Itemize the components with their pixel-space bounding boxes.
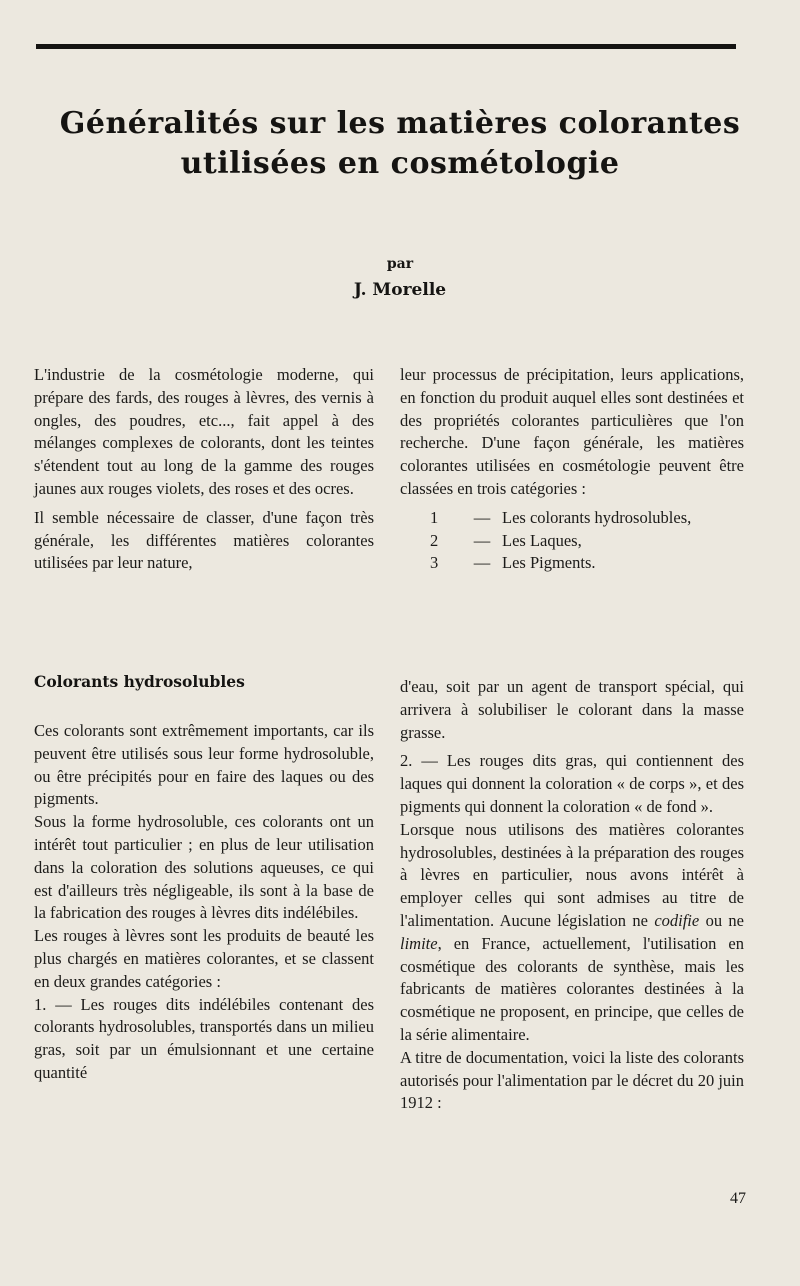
list-item: [400, 552, 744, 575]
emphasis-codifie: codifie: [654, 910, 700, 930]
top-rule: [36, 44, 736, 49]
section-paragraph-7: [400, 819, 744, 1047]
title-line-1: Généralités sur les matières colorantes: [59, 106, 741, 141]
list-item-number: 3: [430, 553, 439, 573]
page-number: 47: [730, 1190, 746, 1207]
paragraph-text: ou ne: [699, 910, 745, 930]
intro-column-left: [34, 364, 374, 575]
list-item-label: Les Pigments.: [502, 553, 596, 573]
section-column-left: [34, 720, 374, 1085]
intro-column-right: [400, 364, 744, 575]
section-column-right: [400, 676, 744, 1115]
section-paragraph-2: Sous la forme hydrosoluble, ces colorants ont un intérêt tout particulier ; en plus de leur utilisation dans la coloration des solutions aqueuses, ce qui est d'ailleurs très négligeable, ils sont à la base de la fabrication des rouges à lèvres dits indélébiles.: [34, 812, 374, 923]
title-line-2: utilisées en cosmétologie: [180, 146, 620, 181]
byline-par: par: [386, 256, 414, 272]
list-item-label: Les Laques,: [502, 530, 582, 550]
section-paragraph-6: 2. — Les rouges dits gras, qui contiennent des laques qui donnent la coloration « de corps », et des pigments qui donnent la coloration « de fond ».: [400, 751, 744, 816]
intro-paragraph-3: leur processus de précipitation, leurs applications, en fonction du produit auquel elles sont destinées et des propriétés colorantes particulières que l'on recherche. D'une façon générale, les matières colorantes utilisées en cosmétologie peuvent être classées en trois catégories :: [400, 365, 744, 498]
section-paragraph-5: d'eau, soit par un agent de transport spécial, qui arrivera à solubiliser le colorant dans la masse grasse.: [400, 677, 744, 742]
list-item-number: 1: [430, 507, 439, 527]
paragraph-text: , en France, actuellement, l'utilisation en cosmétique des colorants de synthèse, mais les fabricants de matières colorantes destinées à la cosmétique ne proposent, en principe, que celles de la série alimentaire.: [400, 933, 744, 1044]
intro-paragraph-1: L'industrie de la cosmétologie moderne, qui prépare des fards, des rouges à lèvres, des vernis à ongles, des poudres, etc..., fait appel à des mélanges complexes de colorants, dont les teintes s'étendent tout au long de la gamme des rouges jaunes aux rouges violets, des roses et des ocres.: [34, 365, 374, 498]
list-item: [400, 530, 744, 553]
section-paragraph-3: Les rouges à lèvres sont les produits de beauté les plus chargés en matières colorantes, et se classent en deux grandes catégories :: [34, 926, 374, 991]
list-item: [400, 507, 744, 530]
list-item-dash: —: [473, 553, 491, 573]
section-heading: Colorants hydrosolubles: [34, 672, 245, 691]
article-title: [20, 104, 780, 184]
intro-paragraph-2: Il semble nécessaire de classer, d'une façon très générale, les différentes matières colorantes utilisées par leur nature,: [34, 507, 374, 573]
section-paragraph-1: Ces colorants sont extrêmement importants, car ils peuvent être utilisés sous leur forme hydrosoluble, ou être précipités pour en faire des laques ou des pigments.: [34, 721, 374, 809]
section-paragraph-8: A titre de documentation, voici la liste des colorants autorisés pour l'alimentation par le décret du 20 juin 1912 :: [400, 1047, 744, 1113]
list-item-dash: —: [473, 507, 491, 527]
emphasis-limite: limite: [400, 933, 438, 953]
list-item-label: Les colorants hydrosolubles,: [502, 507, 692, 527]
list-item-number: 2: [430, 530, 439, 550]
author-name: J. Morelle: [353, 280, 447, 300]
list-item-dash: —: [473, 530, 491, 550]
section-paragraph-4: 1. — Les rouges dits indélébiles contenant des colorants hydrosolubles, transportés dans un milieu gras, soit par un émulsionnant et une certaine quantité: [34, 994, 374, 1082]
category-list: [400, 507, 744, 575]
paragraph-text: Lorsque nous utilisons des matières colorantes hydrosolubles, destinées à la préparation des rouges à lèvres en particulier, nous avons intérêt à employer celles qui sont admises au titre de l'alimentation. Aucune législation ne: [400, 819, 744, 930]
